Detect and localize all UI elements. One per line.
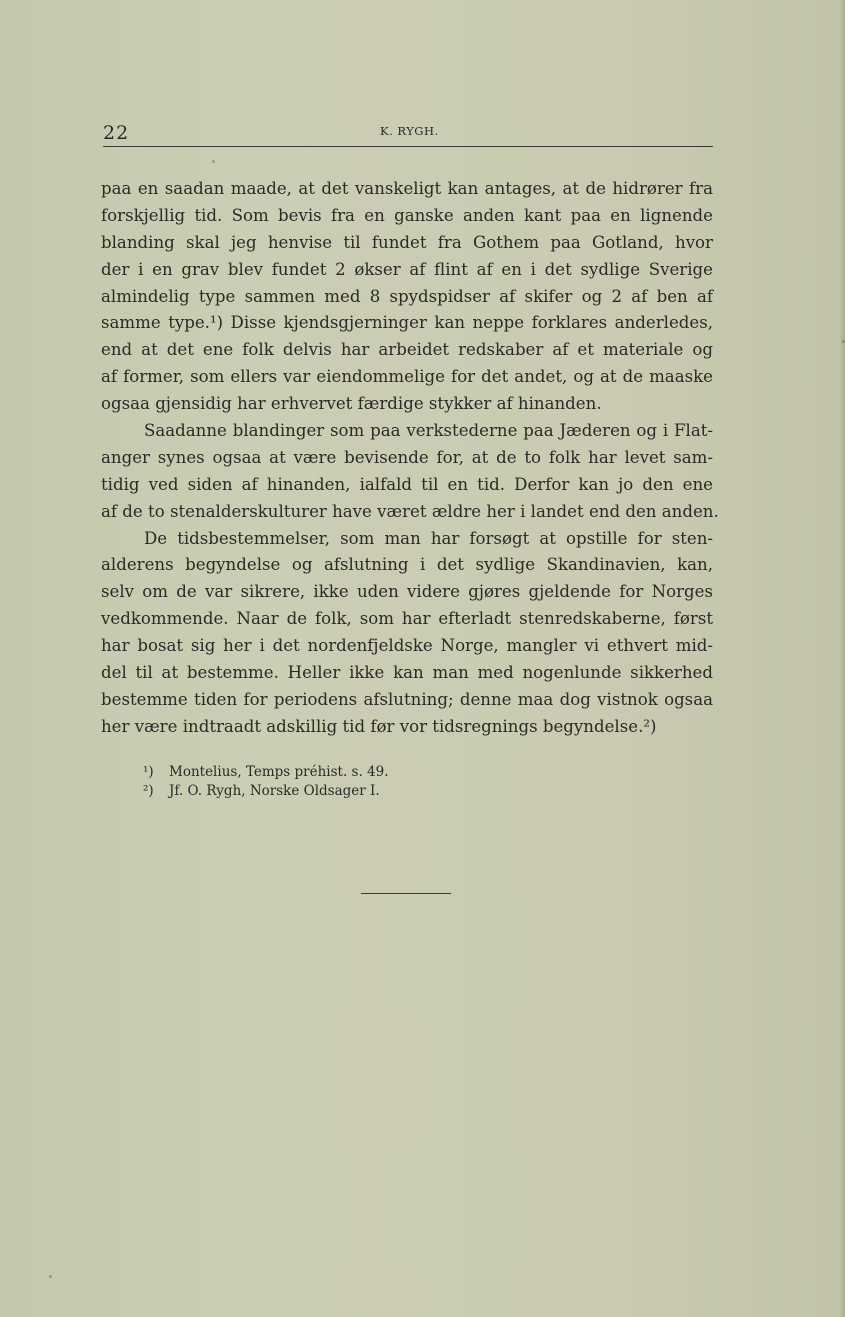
page-edge-shadow <box>839 0 845 1317</box>
footnote <box>143 763 543 782</box>
text-line: anger synes ogsaa at være bevisende for, at de to folk har levet sam- <box>101 447 713 467</box>
footnotes <box>143 763 543 801</box>
text-line: almindelig type sammen med 8 spydspidser af skifer og 2 af ben af <box>101 286 713 306</box>
footnote-mark: ¹) <box>143 764 154 780</box>
running-head: K. RYGH. <box>380 124 439 138</box>
text-line: ogsaa gjensidig har erhvervet færdige stykker af hinanden. <box>101 394 602 414</box>
page-header <box>103 118 713 148</box>
paragraph-start-line: De tidsbestemmelser, som man har forsøgt at opstille for sten- <box>144 528 713 548</box>
text-line: her være indtraadt adskillig tid før vor tidsregnings begyndelse.²) <box>101 716 657 736</box>
page-number: 22 <box>103 122 130 144</box>
footnote-mark: ²) <box>143 783 154 799</box>
header-rule <box>103 146 713 147</box>
footnote-text: Montelius, Temps préhist. s. 49. <box>169 764 389 780</box>
body-text <box>101 176 719 741</box>
footnote <box>143 782 543 801</box>
paper-speck <box>49 1275 52 1278</box>
text-line: end at det ene folk delvis har arbeidet redskaber af et materiale og <box>101 340 713 360</box>
text-line: alderens begyndelse og afslutning i det sydlige Skandinavien, kan, <box>101 555 713 575</box>
text-line: forskjellig tid. Som bevis fra en ganske anden kant paa en lignende <box>101 205 713 225</box>
paper-speck <box>212 160 215 163</box>
footnote-text: Jf. O. Rygh, Norske Oldsager I. <box>169 783 380 799</box>
paragraph-start-line: Saadanne blandinger som paa verkstederne paa Jæderen og i Flat- <box>144 421 713 441</box>
text-line: har bosat sig her i det nordenfjeldske Norge, mangler vi ethvert mid- <box>101 636 713 656</box>
end-rule <box>361 893 451 894</box>
text-line: vedkommende. Naar de folk, som har efterladt stenredskaberne, først <box>101 609 713 629</box>
text-line: af former, som ellers var eiendommelige for det andet, og at de maaske <box>101 367 713 387</box>
text-line: blanding skal jeg henvise til fundet fra Gothem paa Gotland, hvor <box>101 232 713 252</box>
text-line: paa en saadan maade, at det vanskeligt kan antages, at de hidrører fra <box>101 179 713 198</box>
text-line: selv om de var sikrere, ikke uden videre gjøres gjeldende for Norges <box>101 582 713 602</box>
text-line: samme type.¹) Disse kjendsgjerninger kan neppe forklares anderledes, <box>101 313 713 333</box>
text-line: der i en grav blev fundet 2 økser af flint af en i det sydlige Sverige <box>101 259 713 279</box>
text-line: bestemme tiden for periodens afslutning; denne maa dog vistnok ogsaa <box>101 689 713 709</box>
text-line: del til at bestemme. Heller ikke kan man med nogenlunde sikkerhed <box>101 663 713 683</box>
text-line: af de to stenalderskulturer have været ældre her i landet end den anden. <box>101 501 719 521</box>
text-line: tidig ved siden af hinanden, ialfald til en tid. Derfor kan jo den ene <box>101 474 713 494</box>
